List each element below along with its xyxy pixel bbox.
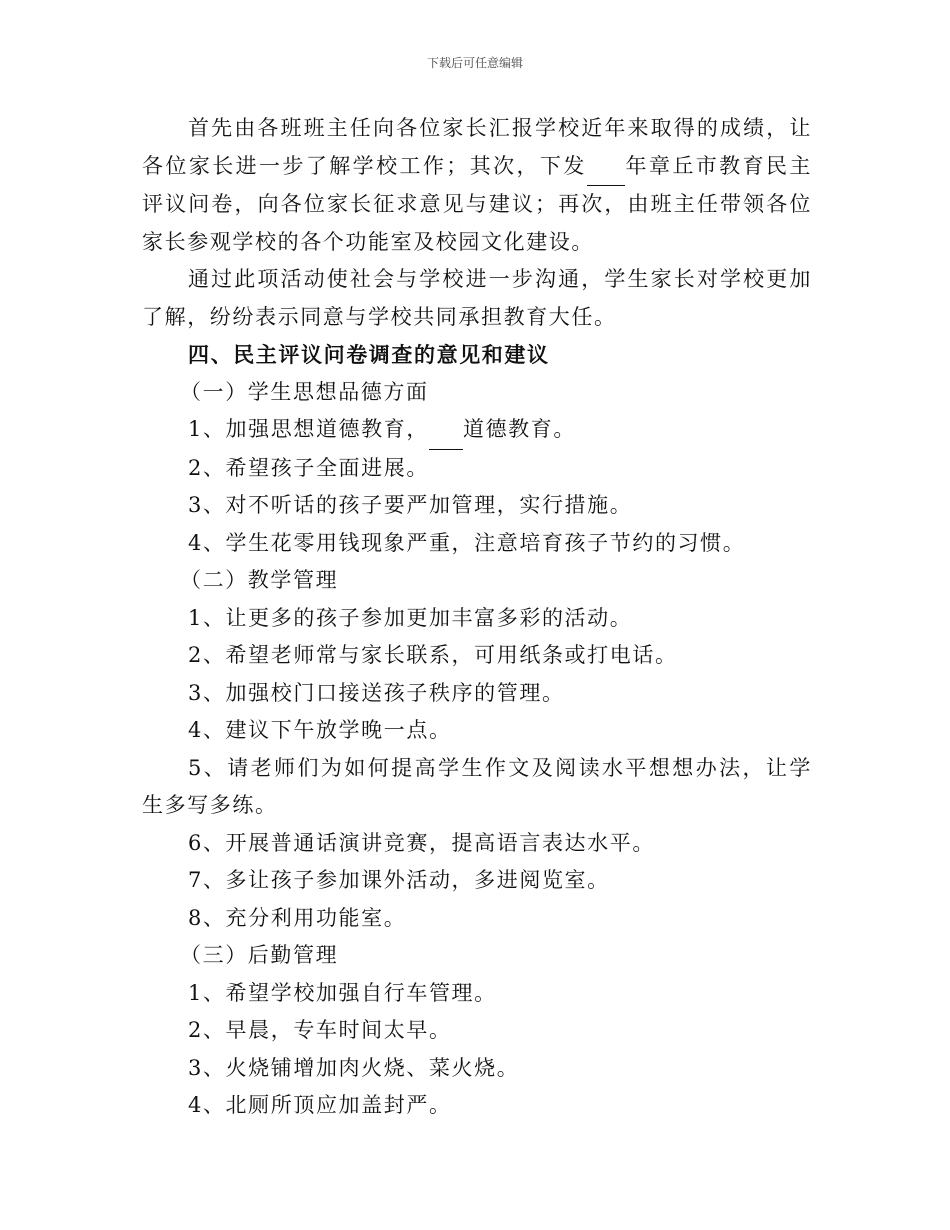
list-item: 8、充分利用功能室。 (188, 905, 407, 930)
blank-line (587, 148, 625, 187)
subsection-heading-1: （一）学生思想品德方面 (180, 379, 429, 404)
list-item: 3、加强校门口接送孩子秩序的管理。 (188, 680, 565, 705)
list-item: 3、火烧铺增加肉火烧、菜火烧。 (188, 1055, 520, 1080)
list-item: 3、对不听话的孩子要严加管理，实行措施。 (188, 493, 633, 517)
list-item: 2、希望孩子全面进展。 (188, 455, 429, 480)
list-item: 4、建议下午放学晚一点。 (188, 718, 452, 742)
paragraph-2: 通过此项活动使社会与学校进一步沟通，学生家长对学校更加了解，纷纷表示同意与学校共同承担教育大任。 (142, 267, 812, 329)
paragraph-1-part2: 年章丘市教育民主评议问卷，向各位家长征求意见与建议；再次，由班主任带领各位家长参观学校的各个功能室及校园文化建设。 (142, 153, 812, 254)
subsection-heading-3: （三）后勤管理 (180, 943, 339, 967)
paragraph-1-part1: 首先由各班班主任向各位家长汇报学校近年来取得的成绩，让各位家长进一步了解学校工作；其次，下发 (142, 116, 812, 178)
list-item: 4、学生花零用钱现象严重，注意培育孩子节约的习惯。 (188, 530, 746, 555)
blank-line (429, 411, 463, 450)
document-body (142, 110, 812, 1125)
list-item: 5、请老师们为如何提高学生作文及阅读水平想想办法，让学生多写多练。 (142, 755, 812, 817)
paragraph-1 (142, 110, 812, 261)
subsection-heading-2: （二）教学管理 (180, 568, 339, 592)
page-header: 下载后可任意编辑 (426, 56, 523, 70)
list-item: 4、北厕所顶应加盖封严。 (188, 1093, 452, 1117)
list-item: 1、让更多的孩子参加更加丰富多彩的活动。 (188, 605, 633, 630)
list-item: 6、开展普通话演讲竞赛，提高语言表达水平。 (188, 830, 655, 855)
list-item: 7、多让孩子参加课外活动，多进阅览室。 (188, 868, 610, 892)
list-item: 2、早晨，专车时间太早。 (188, 1018, 452, 1042)
list-item: 2、希望老师常与家长联系，可用纸条或打电话。 (188, 643, 678, 667)
section-heading: 四、民主评议问卷调查的意见和建议 (188, 342, 550, 367)
list-item: 1、加强思想道德教育， 道德教育。 (142, 411, 812, 450)
list-item: 1、希望学校加强自行车管理。 (188, 980, 497, 1005)
